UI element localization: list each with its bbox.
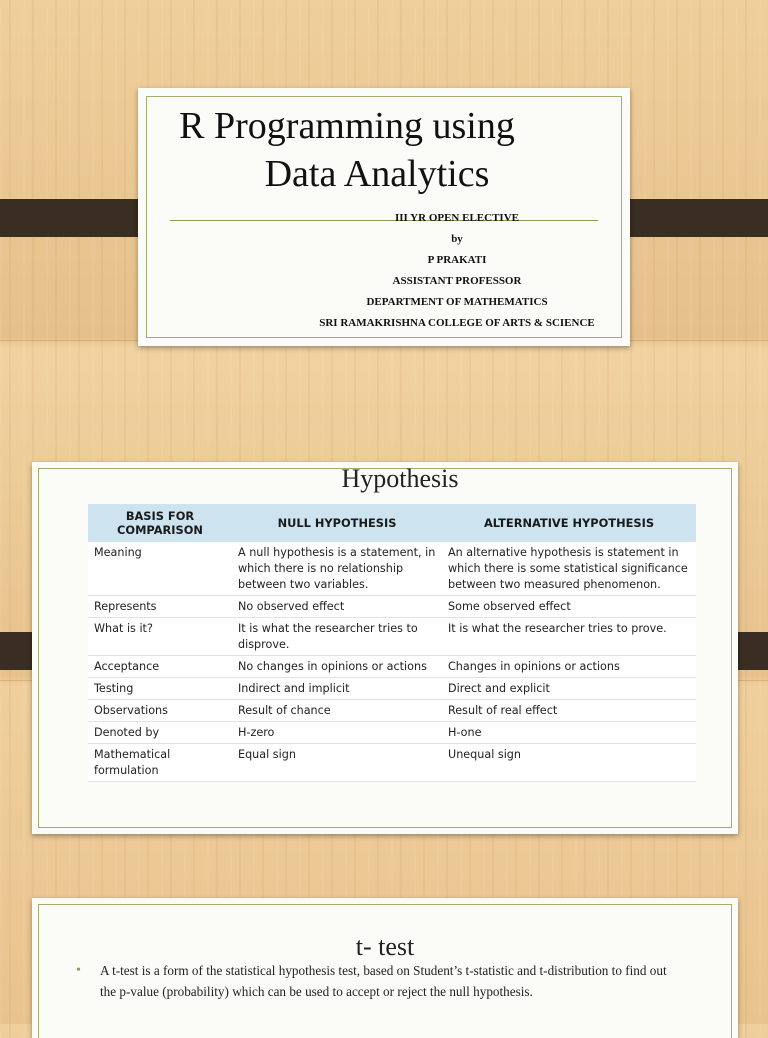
- table-cell: Testing: [88, 678, 232, 700]
- table-cell: Unequal sign: [442, 744, 696, 782]
- table-cell: Some observed effect: [442, 596, 696, 618]
- table-row: [88, 700, 696, 722]
- table-cell: Meaning: [88, 542, 232, 596]
- table-header-row: [88, 504, 696, 542]
- table-row: [88, 722, 696, 744]
- table-cell: Direct and explicit: [442, 678, 696, 700]
- table-cell: No changes in opinions or actions: [232, 656, 442, 678]
- comparison-table: [88, 504, 696, 782]
- table-cell: It is what the researcher tries to prove.: [442, 618, 696, 656]
- title-line-1: R Programming using: [179, 105, 515, 147]
- table-cell: What is it?: [88, 618, 232, 656]
- table-row: [88, 542, 696, 596]
- department-name: DEPARTMENT OF MATHEMATICS: [366, 296, 548, 308]
- table-cell: Observations: [88, 700, 232, 722]
- table-cell: Indirect and implicit: [232, 678, 442, 700]
- table-row: [88, 618, 696, 656]
- author-info: [138, 208, 630, 334]
- table-cell: No observed effect: [232, 596, 442, 618]
- table-cell: Represents: [88, 596, 232, 618]
- right-tab-decoration: [613, 199, 768, 237]
- author-position: ASSISTANT PROFESSOR: [392, 275, 522, 287]
- header-null: NULL HYPOTHESIS: [232, 504, 442, 542]
- author-name: P PRAKATI: [427, 254, 487, 266]
- table-cell: H-one: [442, 722, 696, 744]
- table-cell: Equal sign: [232, 744, 442, 782]
- header-basis: BASIS FOR COMPARISON: [88, 504, 232, 542]
- header-alternative: ALTERNATIVE HYPOTHESIS: [442, 504, 696, 542]
- table-cell: Result of real effect: [442, 700, 696, 722]
- slide-title: t- test: [355, 932, 415, 961]
- table-cell: Result of chance: [232, 700, 442, 722]
- table-row: [88, 656, 696, 678]
- table-cell: A null hypothesis is a statement, in which there is no relationship between two variables.: [232, 542, 442, 596]
- table-cell: Denoted by: [88, 722, 232, 744]
- table-row: [88, 744, 696, 782]
- table-row: [88, 678, 696, 700]
- title-slide: [138, 88, 630, 346]
- hypothesis-slide: [32, 462, 738, 834]
- bullet-item: [76, 960, 680, 1002]
- table-row: [88, 596, 696, 618]
- college-name: SRI RAMAKRISHNA COLLEGE OF ARTS & SCIENCE: [319, 317, 595, 329]
- bullet-text: A t-test is a form of the statistical hypothesis test, based on Student’s t-statistic and t-distribution to find out the p-value (probability) which can be used to accept or reject the null hypothesis.: [100, 963, 667, 999]
- course-label: III YR OPEN ELECTIVE: [395, 212, 519, 224]
- bullet-icon: •: [76, 963, 81, 978]
- slide-title: Hypothesis: [341, 464, 459, 493]
- slide-title: [138, 102, 630, 198]
- table-cell: Acceptance: [88, 656, 232, 678]
- table-cell: H-zero: [232, 722, 442, 744]
- table-cell: It is what the researcher tries to disprove.: [232, 618, 442, 656]
- t-test-slide: [32, 898, 738, 1038]
- table-cell: Changes in opinions or actions: [442, 656, 696, 678]
- by-label: by: [451, 233, 463, 245]
- table-cell: Mathematical formulation: [88, 744, 232, 782]
- title-line-2: Data Analytics: [264, 153, 490, 195]
- table-cell: An alternative hypothesis is statement in which there is some statistical significance between two measured phenomenon.: [442, 542, 696, 596]
- left-tab-decoration: [0, 199, 155, 237]
